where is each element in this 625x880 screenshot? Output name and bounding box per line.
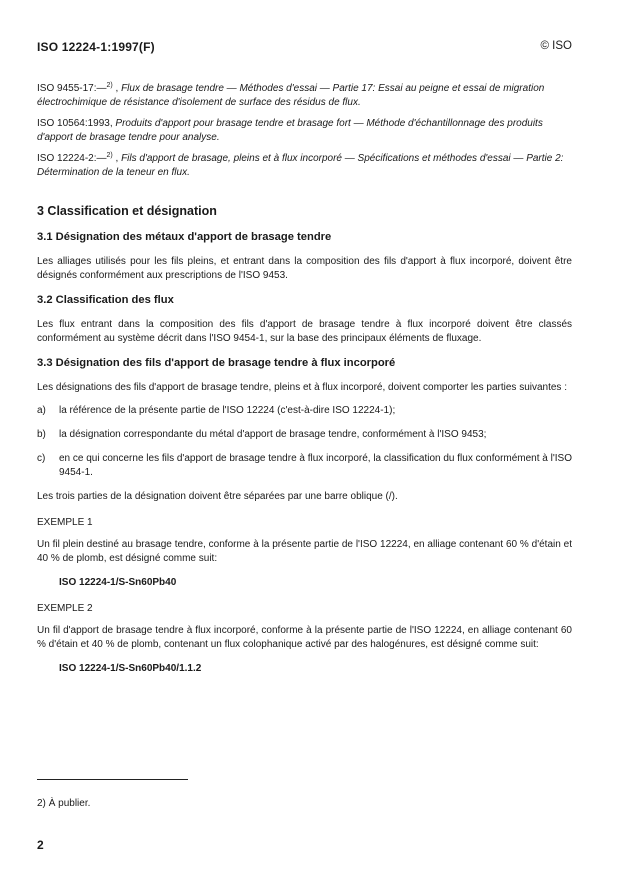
footnote-marker: 2) [106,82,113,89]
list-item [37,428,572,442]
page-number: 2 [37,838,44,852]
section-3-2-text: Les flux entrant dans la composition des fils d'apport de brasage tendre à flux incorporé doivent être classés conformément au système décrit dans l'ISO 9454-1, sur la base des principaux éléments de fluxage. [37,319,572,344]
section-3-2-heading: 3.2 Classification des flux [37,294,174,306]
example-1-text: Un fil plein destiné au brasage tendre, conforme à la présente partie de l'ISO 12224, en alliage contenant 60 % d'étain et 40 % de plomb, est désigné comme suit: [37,539,572,564]
page-content [37,82,572,686]
reference-title: Flux de brasage tendre — Méthodes d'essai — Partie 17: Essai au peigne et essai de migration électrochimique de résistance d'isolement de surface des résidus de flux. [37,83,545,108]
copyright-header: © ISO [540,40,572,52]
example-2-text: Un fil d'apport de brasage tendre à flux incorporé, conforme à la présente partie de l'ISO 12224, en alliage contenant 60 % d'étain et 40 % de plomb, contenant un flux colophanique activé par des halogénures, est désigné comme suit: [37,625,572,650]
list-item-label: a) [37,405,46,416]
footnote-marker: 2) [106,152,113,159]
example-2-designation: ISO 12224-1/S-Sn60Pb40/1.1.2 [59,663,202,674]
reference-title: Produits d'apport pour brasage tendre et brasage fort — Méthode d'échantillonnage des produits d'apport de brasage tendre pour analyse. [37,118,543,143]
list-item [37,404,572,418]
reference-number: ISO 10564:1993, [37,118,113,129]
reference-iso-12224-2: ISO 12224-2:—$^{2)}$ , Fils d'apport de brasage, pleins et à flux incorporé — Spécifications et méthodes d'essai — Partie 2: Détermination de la teneur en flux. [37,152,564,178]
footnote [37,798,90,809]
example-1-designation: ISO 12224-1/S-Sn60Pb40 [59,577,177,588]
reference-iso-10564 [37,117,572,145]
list-item [37,452,572,480]
list-item-text: en ce qui concerne les fils d'apport de brasage tendre à flux incorporé, la classification du flux conformément à l'ISO 9454-1. [59,453,572,478]
list-item-text: la référence de la présente partie de l'ISO 12224 (c'est-à-dire ISO 12224-1); [59,405,396,416]
reference-title: Fils d'apport de brasage, pleins et à flux incorporé — Spécifications et méthodes d'essai — Partie 2: Détermination de la teneur en flux. [37,153,564,178]
reference-number: ISO 9455-17:— [37,83,107,94]
section-3-1-text: Les alliages utilisés pour les fils pleins, et entrant dans la composition des fils d'apport à flux incorporé, doivent être désignés conformément aux prescriptions de l'ISO 9453. [37,256,572,281]
example-2-label: EXEMPLE 2 [37,603,93,614]
list-item-label: b) [37,429,46,440]
section-3-1-heading: 3.1 Désignation des métaux d'apport de brasage tendre [37,231,332,243]
list-item-label: c) [37,453,46,464]
footnote-label: 2) [37,798,46,809]
footnote-text: À publier. [48,798,91,809]
list-item-text: la désignation correspondante du métal d'apport de brasage tendre, conformément à l'ISO 9453; [59,429,487,440]
example-1-label: EXEMPLE 1 [37,517,93,528]
reference-iso-9455-17: ISO 9455-17:—$^{2)}$ , Flux de brasage tendre — Méthodes d'essai — Partie 17: Essai au peigne et essai de migration électrochimique de résistance d'isolement de surface des résidus de flux. [37,82,545,108]
section-3-3-intro: Les désignations des fils d'apport de brasage tendre, pleins et à flux incorporé, doivent comporter les parties suivantes : [37,382,567,393]
footnote-divider [37,779,188,780]
section-3-heading: 3 Classification et désignation [37,204,217,218]
separator-rule-text: Les trois parties de la désignation doivent être séparées par une barre oblique (/). [37,491,398,502]
section-3-3-heading: 3.3 Désignation des fils d'apport de brasage tendre à flux incorporé [37,357,396,369]
standard-reference-header: ISO 12224-1:1997(F) [37,40,155,54]
reference-number: ISO 12224-2:— [37,153,107,164]
